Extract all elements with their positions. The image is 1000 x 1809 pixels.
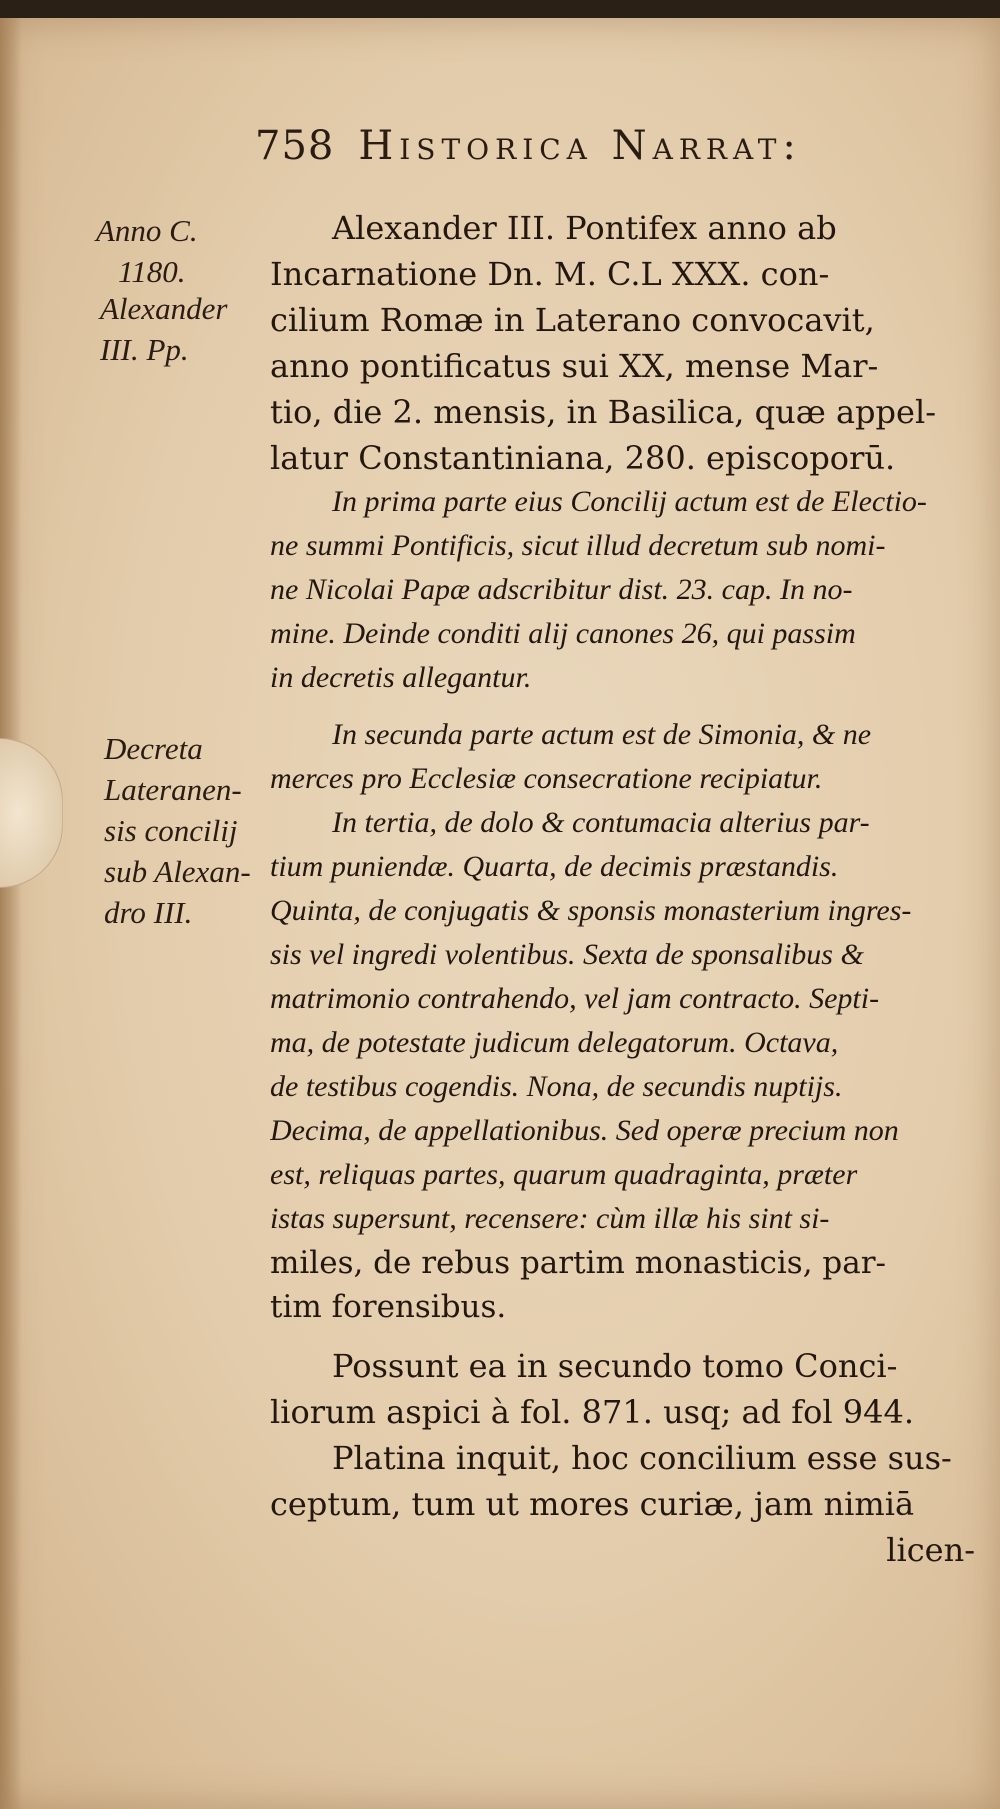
text-line: ne Nicolai Papæ adscribitur dist. 23. cap. In no- <box>270 573 853 606</box>
text-line: tio, die 2. mensis, in Basilica, quæ appel- <box>270 393 936 431</box>
margin-note-line: sis concilij <box>104 813 238 848</box>
book-page <box>0 18 1000 1809</box>
text-line: de testibus cogendis. Nona, de secundis nuptijs. <box>270 1070 843 1103</box>
text-line: istas supersunt, recensere: cùm illæ his sint si- <box>270 1202 830 1235</box>
text-line: est, reliquas partes, quarum quadraginta, præter <box>270 1158 858 1191</box>
text-line: in decretis allegantur. <box>270 661 532 694</box>
margin-note-line: Decreta <box>104 731 203 766</box>
page-gutter-shadow <box>0 18 22 1809</box>
page-header <box>255 123 1000 169</box>
text-line: ma, de potestate judicum delegatorum. Octava, <box>270 1026 839 1059</box>
page-number: 758 <box>255 123 335 169</box>
text-line: latur Constantiniana, 280. episcoporū. <box>270 439 896 477</box>
text-line: miles, de rebus partim monasticis, par- <box>270 1245 887 1281</box>
text-line: sis vel ingredi volentibus. Sexta de sponsalibus & <box>270 938 864 971</box>
text-line: Quinta, de conjugatis & sponsis monasterium ingres- <box>270 894 912 927</box>
paragraph-council <box>270 205 985 481</box>
margin-note-line: 1180. <box>118 254 186 289</box>
paragraph-first-part <box>270 480 985 700</box>
text-line: cilium Romæ in Laterano convocavit, <box>270 301 875 339</box>
text-line: liorum aspici à fol. 871. usq; ad fol 944. <box>270 1393 915 1431</box>
text-line: In prima parte eius Concilij actum est de Electio- <box>332 485 927 518</box>
text-line: anno pontificatus sui XX, mense Mar- <box>270 347 879 385</box>
margin-note-line: Lateranen- <box>104 772 242 807</box>
text-line: Possunt ea in secundo tomo Conci- <box>332 1347 898 1385</box>
margin-note-line: dro III. <box>104 895 193 930</box>
paragraph-further-parts <box>270 713 985 1329</box>
text-line: tim forensibus. <box>270 1289 507 1325</box>
text-line: merces pro Ecclesiæ consecratione recipiatur. <box>270 762 823 795</box>
paragraph-sources <box>270 1343 985 1573</box>
text-line: ceptum, tum ut mores curiæ, jam nimiā <box>270 1485 915 1523</box>
running-head: Historica Narrat: <box>358 123 802 169</box>
text-line: Alexander III. Pontifex anno ab <box>332 209 837 247</box>
margin-note-pope <box>100 288 275 370</box>
text-line: matrimonio contrahendo, vel jam contracto. Septi- <box>270 982 880 1015</box>
margin-note-line: sub Alexan- <box>104 854 251 889</box>
catchword: licen- <box>886 1531 975 1569</box>
text-line: In tertia, de dolo & contumacia alterius par- <box>332 806 870 839</box>
text-line: Platina inquit, hoc concilium esse sus- <box>332 1439 952 1477</box>
text-line: In secunda parte actum est de Simonia, & ne <box>332 718 872 751</box>
book-clasp <box>0 738 63 888</box>
text-line: Incarnatione Dn. M. C.L XXX. con- <box>270 255 830 293</box>
margin-note-line: Alexander <box>100 291 228 326</box>
margin-note-line: III. Pp. <box>100 332 189 367</box>
text-line: mine. Deinde conditi alij canones 26, qui passim <box>270 617 856 650</box>
margin-note-date <box>96 210 271 292</box>
text-line: tium puniendæ. Quarta, de decimis præstandis. <box>270 850 839 883</box>
text-line: ne summi Pontificis, sicut illud decretum sub nomi- <box>270 529 886 562</box>
margin-note-line: Anno C. <box>96 213 198 248</box>
margin-note-decrees <box>104 728 279 933</box>
text-line: Decima, de appellationibus. Sed operæ precium non <box>270 1114 899 1147</box>
